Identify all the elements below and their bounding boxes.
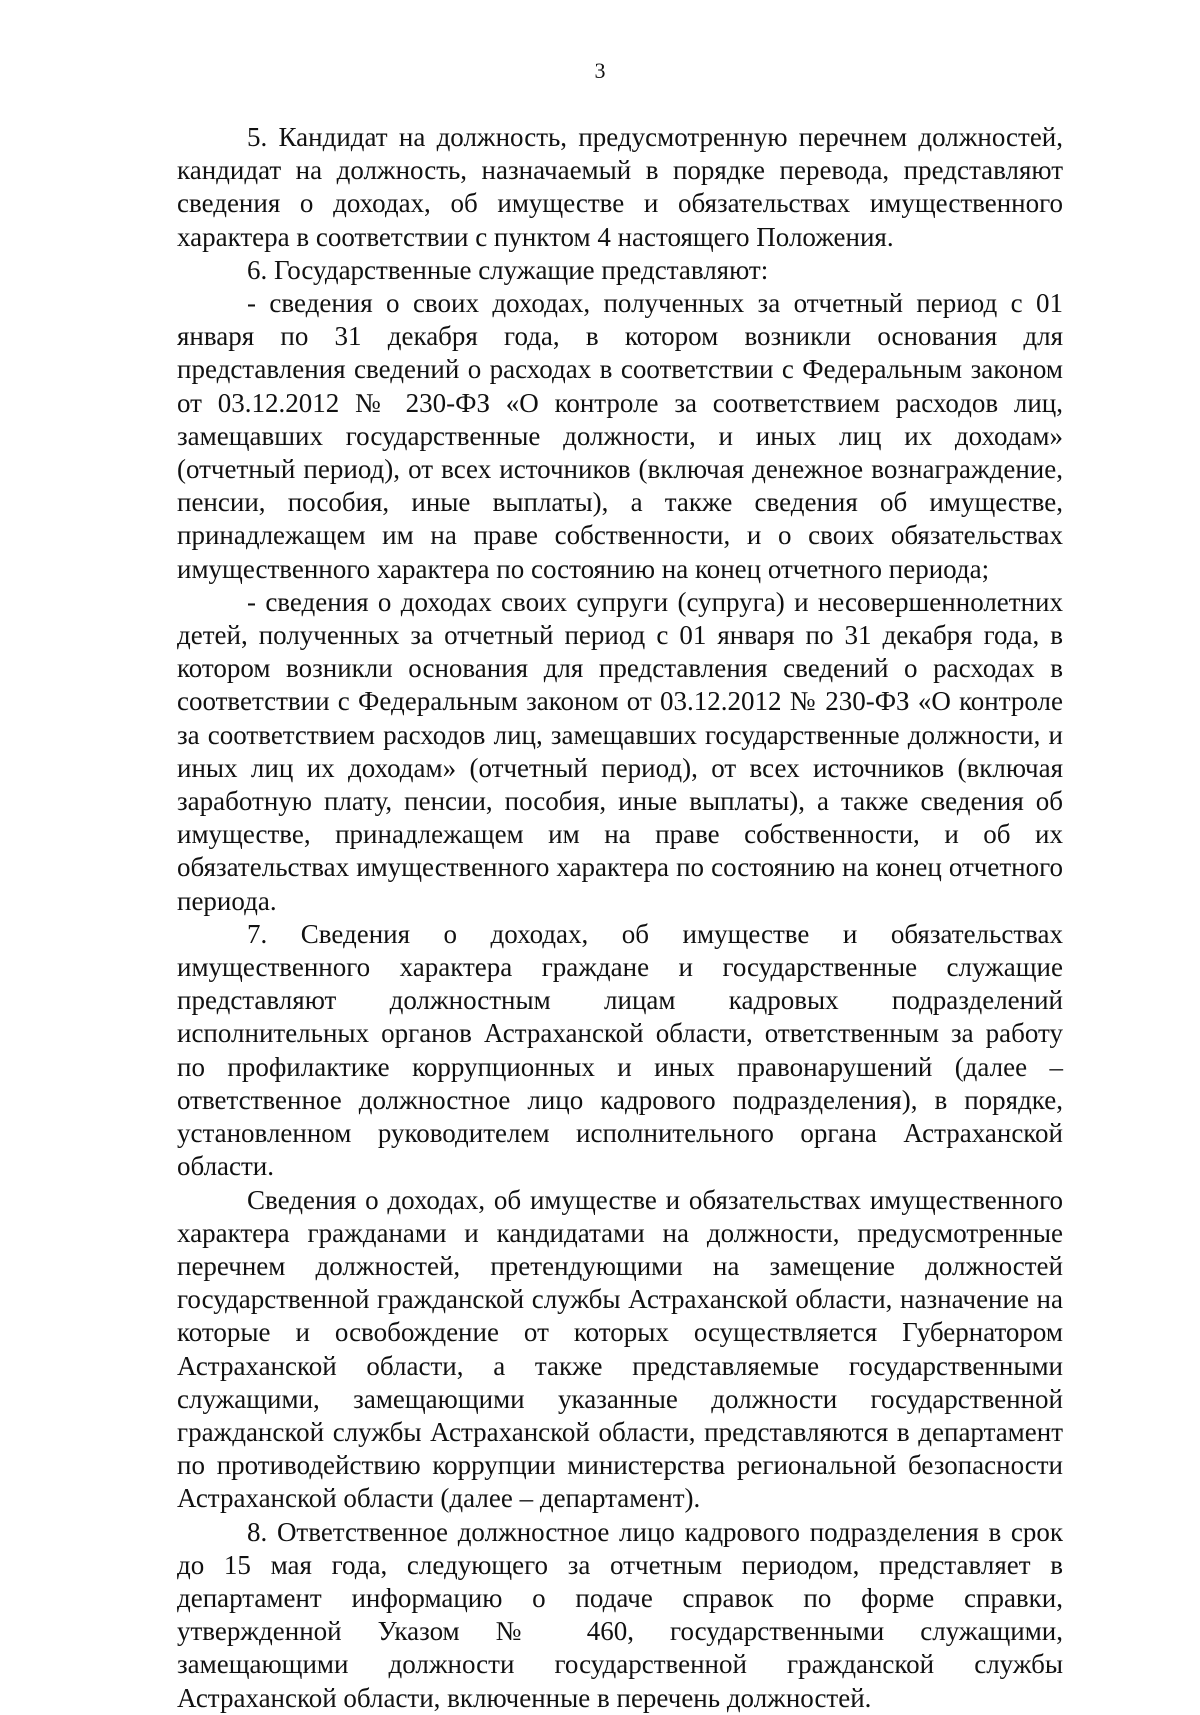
- page-number: 3: [594, 58, 606, 83]
- paragraph-family-income: - сведения о доходах своих супруги (супруга) и несовершеннолетних детей, полученных за отчетный период с 01 января по 31 декабря года, в котором возникли основания для представления сведений о расходах в соответствии с Федеральным законом от 03.12.2012 № 230-ФЗ «О контроле за соответствием расходов лиц, замещавших государственные должности, и иных лиц их доходам» (отчетный период), от всех источников (включая заработную плату, пенсии, пособия, иные выплаты), а также сведения об имуществе, принадлежащем им на праве собственности, и об их обязательствах имущественного характера по состоянию на конец отчетного периода.: [177, 586, 1063, 916]
- paragraph-item-8: 8. Ответственное должностное лицо кадрового подразделения в срок до 15 мая года, следующего за отчетным периодом, представляет в департамент информацию о подаче справок по форме справки, утвержденной Указом № 460, государственными служащими, замещающими должности государственной гражданской службы Астраханской области, включенные в перечень должностей.: [177, 1516, 1063, 1713]
- paragraph-item-5: 5. Кандидат на должность, предусмотренную перечнем должностей, кандидат на должность, назначаемый в порядке перевода, представляют сведения о доходах, об имуществе и обязательствах имущественного характера в соответствии с пунктом 4 настоящего Положения.: [177, 122, 1063, 252]
- document-body: [177, 121, 1063, 1715]
- paragraph-item-7: 7. Сведения о доходах, об имуществе и обязательствах имущественного характера граждане и государственные служащие представляют должностным лицам кадровых подразделений исполнительных органов Астраханской области, ответственным за работу по профилактике коррупционных и иных правонарушений (далее – ответственное должностное лицо кадрового подразделения), в порядке, установленном руководителем исполнительного органа Астраханской области.: [177, 918, 1063, 1182]
- paragraph-item-6: 6. Государственные служащие представляют:: [247, 254, 769, 285]
- paragraph-own-income: - сведения о своих доходах, полученных за отчетный период с 01 января по 31 декабря года, в котором возникли основания для представления сведений о расходах в соответствии с Федеральным законом от 03.12.2012 № 230-ФЗ «О контроле за соответствием расходов лиц, замещавших государственные должности, и иных лиц их доходам» (отчетный период), от всех источников (включая денежное вознаграждение, пенсии, пособия, иные выплаты), а также сведения об имуществе, принадлежащем им на праве собственности, и о своих обязательствах имущественного характера по состоянию на конец отчетного периода;: [177, 288, 1063, 584]
- paragraph-item-7-continued: Сведения о доходах, об имуществе и обязательствах имущественного характера гражданами и кандидатами на должности, предусмотренные перечнем должностей, претендующими на замещение должностей государственной гражданской службы Астраханской области, назначение на которые и освобождение от которых осуществляется Губернатором Астраханской области, а также представляемые государственными служащими, замещающими указанные должности государственной гражданской службы Астраханской области, представляются в департамент по противодействию коррупции министерства региональной безопасности Астраханской области (далее – департамент).: [177, 1184, 1063, 1514]
